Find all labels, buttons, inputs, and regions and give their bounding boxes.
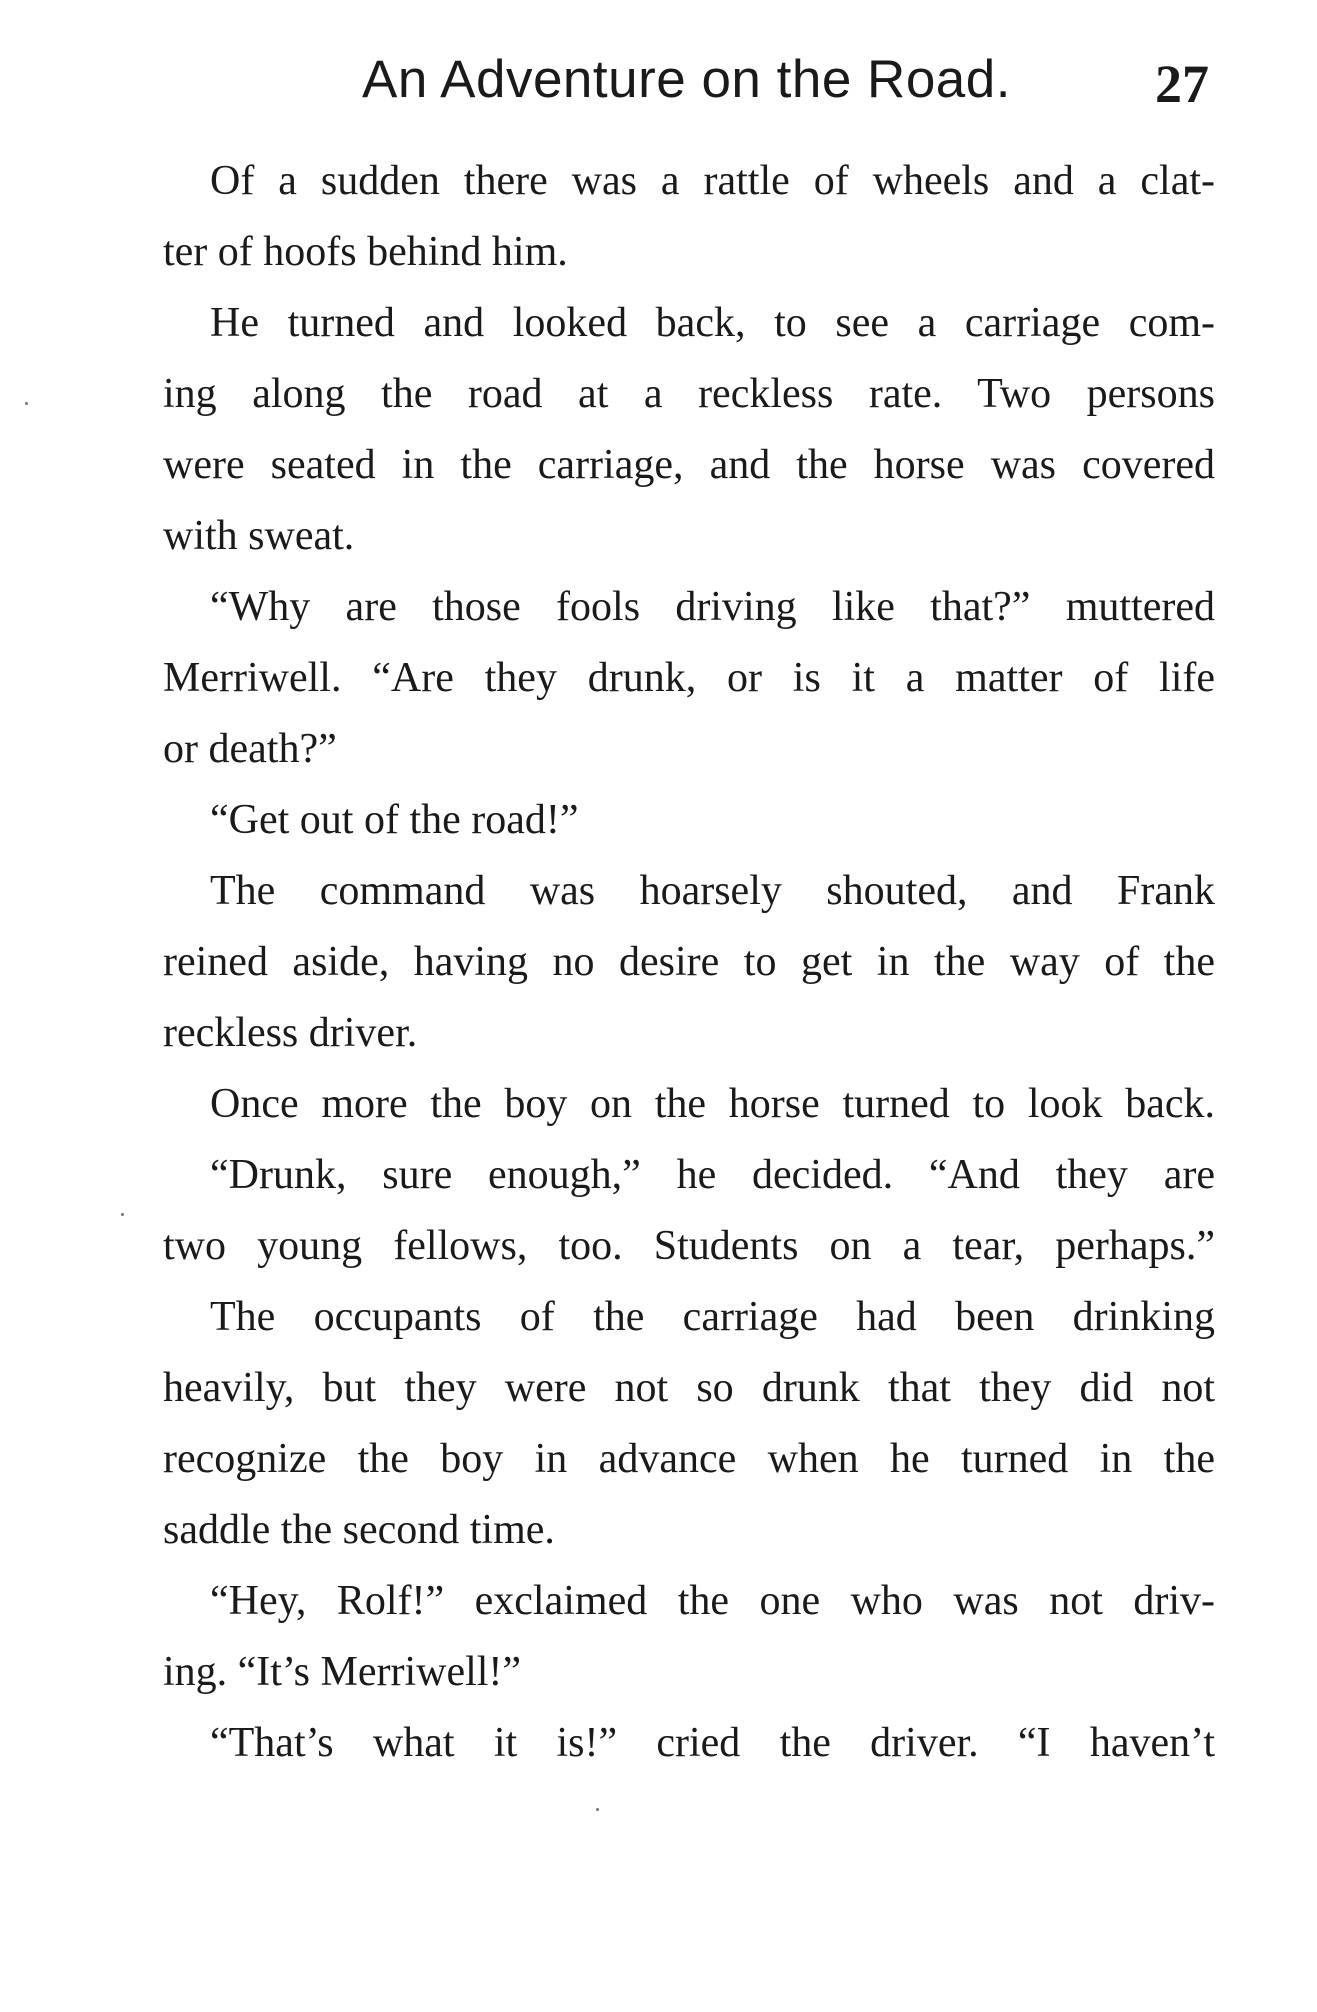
text-line: were seated in the carriage, and the horse was covered — [163, 442, 1215, 488]
text-line: “Hey, Rolf!” exclaimed the one who was not driv- — [210, 1578, 1215, 1624]
text-line: with sweat. — [163, 513, 355, 559]
text-line: saddle the second time. — [163, 1507, 555, 1553]
paper-speck — [25, 402, 28, 405]
text-line: The command was hoarsely shouted, and Frank — [210, 868, 1215, 914]
text-line: Of a sudden there was a rattle of wheels and a clat- — [210, 158, 1215, 204]
text-line: reckless driver. — [163, 1010, 418, 1056]
running-title: An Adventure on the Road. — [362, 50, 1011, 109]
text-line: or death?” — [163, 726, 337, 772]
text-line: ing. “It’s Merriwell!” — [163, 1649, 522, 1695]
text-line: two young fellows, too. Students on a tear, perhaps.” — [163, 1223, 1215, 1269]
text-line: Once more the boy on the horse turned to look back. — [210, 1081, 1215, 1127]
text-line: reined aside, having no desire to get in the way of the — [163, 939, 1215, 985]
paper-speck — [121, 1213, 124, 1216]
text-line: “Get out of the road!” — [210, 797, 579, 843]
page-number: 27 — [1155, 54, 1209, 114]
text-line: “Drunk, sure enough,” he decided. “And they are — [210, 1152, 1215, 1198]
text-line: “That’s what it is!” cried the driver. “I haven’t — [210, 1720, 1215, 1766]
text-line: He turned and looked back, to see a carriage com- — [210, 300, 1215, 346]
text-line: “Why are those fools driving like that?” muttered — [210, 584, 1215, 630]
text-line: Merriwell. “Are they drunk, or is it a matter of life — [163, 655, 1215, 701]
text-line: recognize the boy in advance when he turned in the — [163, 1436, 1215, 1482]
paper-speck — [596, 1808, 599, 1811]
body-text — [163, 146, 1215, 1779]
text-line: ter of hoofs behind him. — [163, 229, 568, 275]
text-line: ing along the road at a reckless rate. Two persons — [163, 371, 1215, 417]
text-line: heavily, but they were not so drunk that they did not — [163, 1365, 1215, 1411]
text-line: The occupants of the carriage had been drinking — [210, 1294, 1215, 1340]
